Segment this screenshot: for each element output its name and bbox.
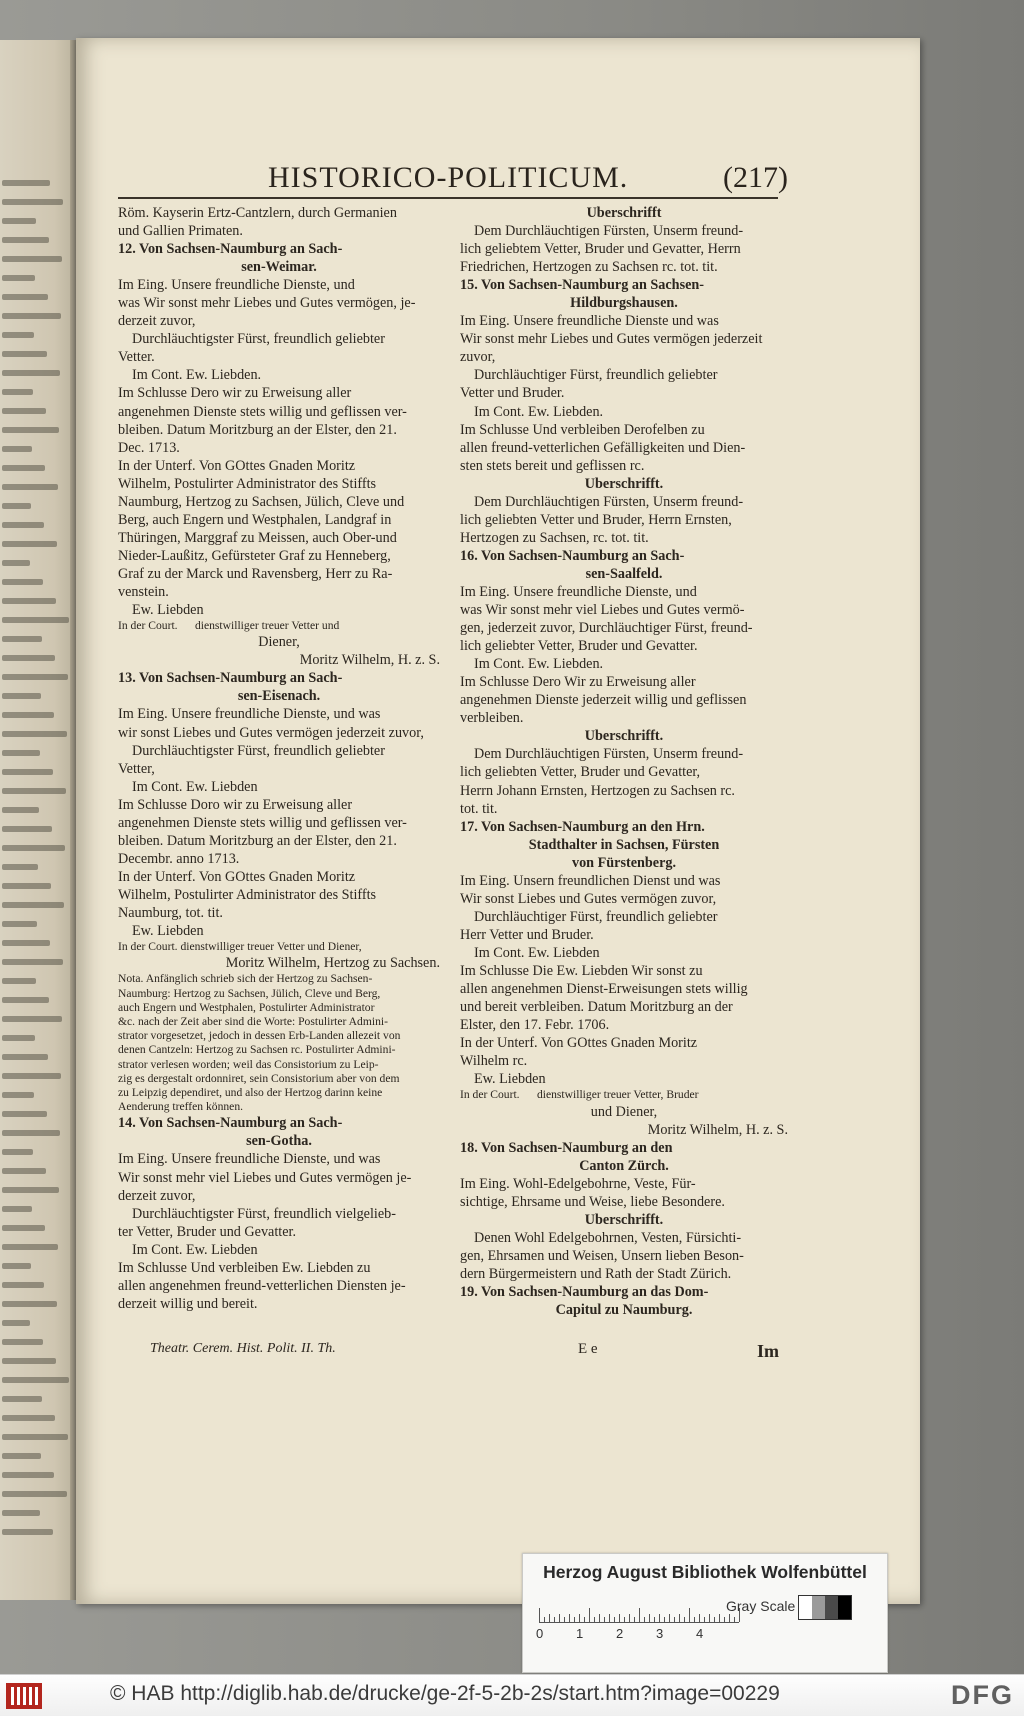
text-line: zuvor, (460, 349, 496, 366)
text-line: 16. Von Sachsen-Naumburg an Sach- (460, 547, 685, 564)
text-line: Im Cont. Ew. Liebden (474, 944, 600, 961)
text-line: Im Cont. Ew. Liebden (132, 1241, 258, 1258)
ruler-tick (714, 1617, 715, 1622)
text-line: von Fürstenberg. (571, 854, 677, 871)
text-line: Hildburgshausen. (570, 295, 678, 312)
text-line: 12. Von Sachsen-Naumburg an Sach- (118, 241, 343, 258)
text-line: Wir sonst mehr viel Liebes und Gutes vermögen je- (118, 1169, 412, 1186)
text-line: Im Schlusse Und verbleiben Derofelben zu (460, 421, 705, 438)
ruler-number: 4 (696, 1626, 704, 1641)
text-line: In der Unterf. Von GOttes Gnaden Moritz (118, 457, 356, 474)
ruler-number: 3 (656, 1626, 664, 1641)
ruler-tick (699, 1614, 700, 1622)
ruler-tick (594, 1617, 595, 1622)
text-line: Uberschrifft. (584, 475, 664, 492)
text-line: allen freund-vetterlichen Gefälligkeiten und Dien- (460, 439, 746, 456)
text-line: Naumburg, tot. tit. (118, 904, 223, 921)
text-line: angenehmen Dienste stets willig und geflissen ver- (118, 403, 407, 420)
ruler-tick (684, 1617, 685, 1622)
ruler-tick (674, 1617, 675, 1622)
text-line: allen angenehmen freund-vetterlichen Diensten je- (118, 1277, 406, 1294)
text-line: zig es dergestalt ordonniret, sein Consistorium aber von dem (118, 1071, 400, 1085)
text-line: strator verlesen worden; weil das Consistorium zu Leip- (118, 1057, 379, 1071)
ruler-tick (619, 1614, 620, 1622)
left-column (118, 204, 440, 1313)
ruler-tick (599, 1614, 600, 1622)
gray-scale-label: Gray Scale (726, 1598, 796, 1614)
ruler-tick (554, 1617, 555, 1622)
ruler-tick (624, 1617, 625, 1622)
ruler-tick (664, 1617, 665, 1622)
text-line: Nota. Anfänglich schrieb sich der Hertzog zu Sachsen- (118, 972, 373, 986)
ruler-tick (584, 1617, 585, 1622)
text-line: Im Eing. Wohl-Edelgebohrne, Veste, Für- (460, 1175, 696, 1192)
text-line: sichtige, Ehrsame und Weise, liebe Besondere. (460, 1193, 725, 1210)
library-color-card (522, 1553, 888, 1673)
text-line: Im Eing. Unsern freundlichen Dienst und was (460, 872, 721, 889)
text-line: Aenderung treffen können. (118, 1100, 244, 1114)
text-line: gen, Ehrsamen und Weisen, Unsern lieben Beson- (460, 1247, 744, 1264)
running-header (268, 159, 788, 195)
text-line: 15. Von Sachsen-Naumburg an Sachsen- (460, 277, 705, 294)
text-line: bleiben. Datum Moritzburg an der Elster, den 21. (118, 421, 397, 438)
text-line: Elster, den 17. Febr. 1706. (460, 1017, 610, 1034)
text-line: Naumburg: Hertzog zu Sachsen, Jülich, Cleve und Berg, (118, 986, 381, 1000)
text-line: lich geliebtem Vetter, Bruder und Gevatter, Herrn (460, 241, 741, 258)
ruler-tick (679, 1614, 680, 1622)
text-line: sen-Gotha. (246, 1133, 312, 1150)
text-line: Im Cont. Ew. Liebden (132, 778, 258, 795)
ruler-tick (614, 1617, 615, 1622)
ruler-tick (569, 1614, 570, 1622)
text-line: In der Unterf. Von GOttes Gnaden Moritz (460, 1035, 698, 1052)
text-line: Im Eing. Unsere freundliche Dienste, und (460, 583, 697, 600)
page-number: (217) (723, 161, 788, 194)
library-name: Herzog August Bibliothek Wolfenbüttel (543, 1562, 867, 1582)
text-line: Durchläuchtigster Fürst, freundlich vielgelieb- (132, 1205, 396, 1222)
gray-scale-bar (798, 1595, 852, 1620)
text-line: 19. Von Sachsen-Naumburg an das Dom- (460, 1283, 709, 1300)
header-rule (118, 197, 778, 199)
text-line: Dem Durchläuchtigen Fürsten, Unserm freund- (474, 746, 744, 763)
ruler-tick (644, 1617, 645, 1622)
ruler-tick (544, 1617, 545, 1622)
text-line: Uberschrifft. (584, 728, 664, 745)
text-line: Durchläuchtigster Fürst, freundlich geliebter (132, 331, 385, 348)
text-line: Wilhelm rc. (460, 1053, 528, 1070)
ruler-tick (539, 1608, 540, 1622)
text-line: Durchläuchtiger Fürst, freundlich geliebter (474, 908, 718, 925)
text-line: Ew. Liebden (132, 602, 204, 619)
text-line: wir sonst Liebes und Gutes vermögen jederzeit zuvor, (118, 724, 424, 741)
text-line: Röm. Kayserin Ertz-Cantzlern, durch Germanien (118, 205, 397, 221)
text-line: derzeit zuvor, (118, 1187, 196, 1204)
text-line: 14. Von Sachsen-Naumburg an Sach- (118, 1115, 343, 1132)
text-line: Capitul zu Naumburg. (555, 1302, 693, 1319)
text-line: zu Leipzig dependiret, und also der Hertzog darinn keine (118, 1085, 383, 1099)
dfg-logo: DFG (951, 1680, 1014, 1710)
ruler-number: 1 (576, 1626, 584, 1641)
left-catchword: Theatr. Cerem. Hist. Polit. II. Th. (150, 1341, 336, 1356)
text-line: sten stets bereit und geflissen rc. (460, 457, 645, 474)
text-line: dern Bürgermeistern und Rath der Stadt Zürich. (460, 1265, 732, 1282)
ruler-number: 0 (536, 1626, 544, 1641)
text-line: Thüringen, Marggraf zu Meissen, auch Ober-und (118, 529, 397, 546)
text-line: Durchläuchtiger Fürst, freundlich geliebter (474, 367, 718, 384)
text-line: Moritz Wilhelm, H. z. S. (647, 1121, 788, 1138)
text-line: Im Eing. Unsere freundliche Dienste und was (460, 313, 719, 330)
text-line: In der Court. dienstwilliger treuer Vetter und Diener, (118, 940, 362, 954)
text-line: Im Cont. Ew. Liebden. (474, 656, 604, 673)
text-line: strator vorgesetzet, jedoch in dessen Erb-Landen allezeit von (118, 1029, 401, 1043)
ruler-tick (689, 1608, 690, 1622)
text-line: Uberschrifft. (584, 1211, 664, 1228)
text-line: Im Schlusse Und verbleiben Ew. Liebden zu (118, 1259, 371, 1276)
text-line: In der Court. dienstwilliger treuer Vetter, Bruder (460, 1088, 699, 1102)
text-line: allen angenehmen Dienst-Erweisungen stets willig (460, 981, 748, 998)
text-line: derzeit zuvor, (118, 313, 196, 330)
text-line: Im Cont. Ew. Liebden. (132, 367, 262, 384)
ruler-tick (704, 1617, 705, 1622)
ruler-tick (649, 1614, 650, 1622)
text-line: Dec. 1713. (118, 439, 180, 456)
text-line: Im Schlusse Die Ew. Liebden Wir sonst zu (460, 962, 703, 979)
ruler-tick (729, 1614, 730, 1622)
text-line: venstein. (118, 583, 169, 600)
text-line: Im Schlusse Doro wir zu Erweisung aller (118, 796, 353, 813)
text-line: sen-Weimar. (241, 259, 317, 276)
text-line: was Wir sonst mehr Liebes und Gutes vermögen, je- (118, 295, 416, 312)
text-line: Friedrichen, Hertzogen zu Sachsen rc. tot. tit. (460, 259, 718, 276)
text-line: 17. Von Sachsen-Naumburg an den Hrn. (460, 818, 705, 835)
text-line: Uberschrifft (586, 205, 662, 221)
ruler-tick (654, 1617, 655, 1622)
text-line: In der Unterf. Von GOttes Gnaden Moritz (118, 868, 356, 885)
signature-mark: E e (578, 1341, 598, 1357)
text-line: und bereit verbleiben. Datum Moritzburg an der (460, 999, 733, 1016)
source-link[interactable]: © HAB http://diglib.hab.de/drucke/ge-2f-5-2b-2s/start.htm?image=00229 (110, 1682, 780, 1705)
running-title: HISTORICO-POLITICUM. (268, 161, 629, 194)
text-line: 13. Von Sachsen-Naumburg an Sach- (118, 670, 343, 687)
cm-ruler (539, 1592, 739, 1623)
text-line: Stadthalter in Sachsen, Fürsten (528, 836, 720, 853)
text-line: Wilhelm, Postulirter Administrator des Stiffts (118, 475, 377, 492)
text-line: Durchläuchtigster Fürst, freundlich geliebter (132, 742, 385, 759)
text-line: In der Court. dienstwilliger treuer Vetter und (118, 619, 340, 633)
text-line: Hertzogen zu Sachsen, rc. tot. tit. (460, 529, 649, 546)
text-line: Im Cont. Ew. Liebden. (474, 403, 604, 420)
text-line: lich geliebten Vetter und Bruder, Herrn Ernsten, (460, 511, 732, 528)
text-line: sen-Eisenach. (237, 688, 321, 705)
text-line: Dem Durchläuchtigen Fürsten, Unserm freund- (474, 223, 744, 240)
text-line: verbleiben. (460, 710, 524, 727)
text-line: Denen Wohl Edelgebohrnen, Vesten, Fürsichti- (474, 1229, 742, 1246)
text-line: ter Vetter, Bruder und Gevatter. (118, 1223, 297, 1240)
right-catchword: Im (757, 1341, 779, 1361)
text-line: Moritz Wilhelm, Hertzog zu Sachsen. (225, 955, 440, 972)
text-line: auch Engern und Westphalen, Postulirter Administrator (118, 1000, 375, 1014)
ruler-tick (709, 1614, 710, 1622)
text-line: Vetter und Bruder. (460, 385, 565, 402)
text-line: Wilhelm, Postulirter Administrator des Stiffts (118, 886, 377, 903)
text-line: Decembr. anno 1713. (118, 850, 240, 867)
text-line: bleiben. Datum Moritzburg an der Elster, den 21. (118, 832, 397, 849)
ruler-tick (549, 1614, 550, 1622)
text-line: Nieder-Laußitz, Gefürsteter Graf zu Henneberg, (118, 547, 391, 564)
text-line: Ew. Liebden (132, 923, 204, 940)
text-line: denen Cantzeln: Hertzog zu Sachsen rc. Postulirter Admini- (118, 1043, 396, 1057)
ruler-tick (559, 1614, 560, 1622)
footer-bar (0, 1674, 1024, 1716)
ruler-tick (589, 1608, 590, 1622)
ruler-tick (734, 1617, 735, 1622)
ruler-tick (579, 1614, 580, 1622)
ruler-tick (694, 1617, 695, 1622)
ruler-number: 2 (616, 1626, 624, 1641)
ruler-tick (659, 1614, 660, 1622)
right-column (460, 204, 788, 1319)
text-line: Berg, auch Engern und Westphalen, Landgraf in (118, 511, 392, 528)
text-line: Im Schlusse Dero wir zu Erweisung aller (118, 385, 352, 402)
ruler-tick (724, 1617, 725, 1622)
text-line: Naumburg, Hertzog zu Sachsen, Jülich, Cleve und (118, 493, 405, 510)
text-line: lich geliebten Vetter, Bruder und Gevatter, (460, 764, 701, 781)
text-line: &c. nach der Zeit aber sind die Worte: Postulirter Admini- (118, 1014, 388, 1028)
text-line: Dem Durchläuchtigen Fürsten, Unserm freund- (474, 493, 744, 510)
text-line: Canton Zürch. (579, 1157, 669, 1174)
text-line: und Gallien Primaten. (118, 223, 243, 240)
text-line: lich geliebter Vetter, Bruder und Gevatter. (460, 638, 698, 655)
ruler-tick (669, 1614, 670, 1622)
text-line: Im Eing. Unsere freundliche Dienste, und was (118, 1151, 381, 1168)
text-line: Vetter, (118, 760, 155, 777)
text-line: Im Schlusse Dero Wir zu Erweisung aller (460, 674, 696, 691)
text-line: tot. tit. (460, 800, 498, 817)
text-line: Im Eing. Unsere freundliche Dienste, und (118, 277, 355, 294)
ruler-tick (574, 1617, 575, 1622)
text-line: Moritz Wilhelm, H. z. S. (299, 652, 440, 669)
ruler-tick (609, 1614, 610, 1622)
text-line: Im Eing. Unsere freundliche Dienste, und was (118, 706, 381, 723)
text-line: angenehmen Dienste stets willig und geflissen ver- (118, 814, 407, 831)
ruler-tick (719, 1614, 720, 1622)
text-line: Herr Vetter und Bruder. (460, 926, 594, 943)
text-line: Herrn Johann Ernsten, Hertzogen zu Sachsen rc. (460, 782, 735, 799)
ruler-tick (629, 1614, 630, 1622)
text-line: gen, jederzeit zuvor, Durchläuchtiger Fürst, freund- (460, 620, 753, 637)
text-line: was Wir sonst mehr viel Liebes und Gutes vermö- (460, 602, 745, 619)
text-line: Vetter. (118, 349, 155, 366)
text-line: Wir sonst Liebes und Gutes vermögen zuvor, (460, 890, 717, 907)
text-line: sen-Saalfeld. (585, 565, 663, 582)
text-line: 18. Von Sachsen-Naumburg an den (460, 1139, 673, 1156)
ruler-tick (639, 1608, 640, 1622)
text-line: Ew. Liebden (474, 1071, 546, 1088)
previous-page-edge (0, 40, 78, 1600)
ruler-tick (564, 1617, 565, 1622)
text-line: Graf zu der Marck und Ravensberg, Herr zu Ra- (118, 565, 393, 582)
text-line: derzeit willig und bereit. (118, 1295, 258, 1312)
text-line: und Diener, (590, 1103, 658, 1120)
ruler-tick (634, 1617, 635, 1622)
text-line: Diener, (258, 634, 300, 651)
hab-logo-icon (6, 1683, 42, 1709)
text-line: Wir sonst mehr Liebes und Gutes vermögen jederzeit (460, 331, 763, 348)
text-line: angenehmen Dienste jederzeit willig und geflissen (460, 692, 747, 709)
ruler-tick (604, 1617, 605, 1622)
